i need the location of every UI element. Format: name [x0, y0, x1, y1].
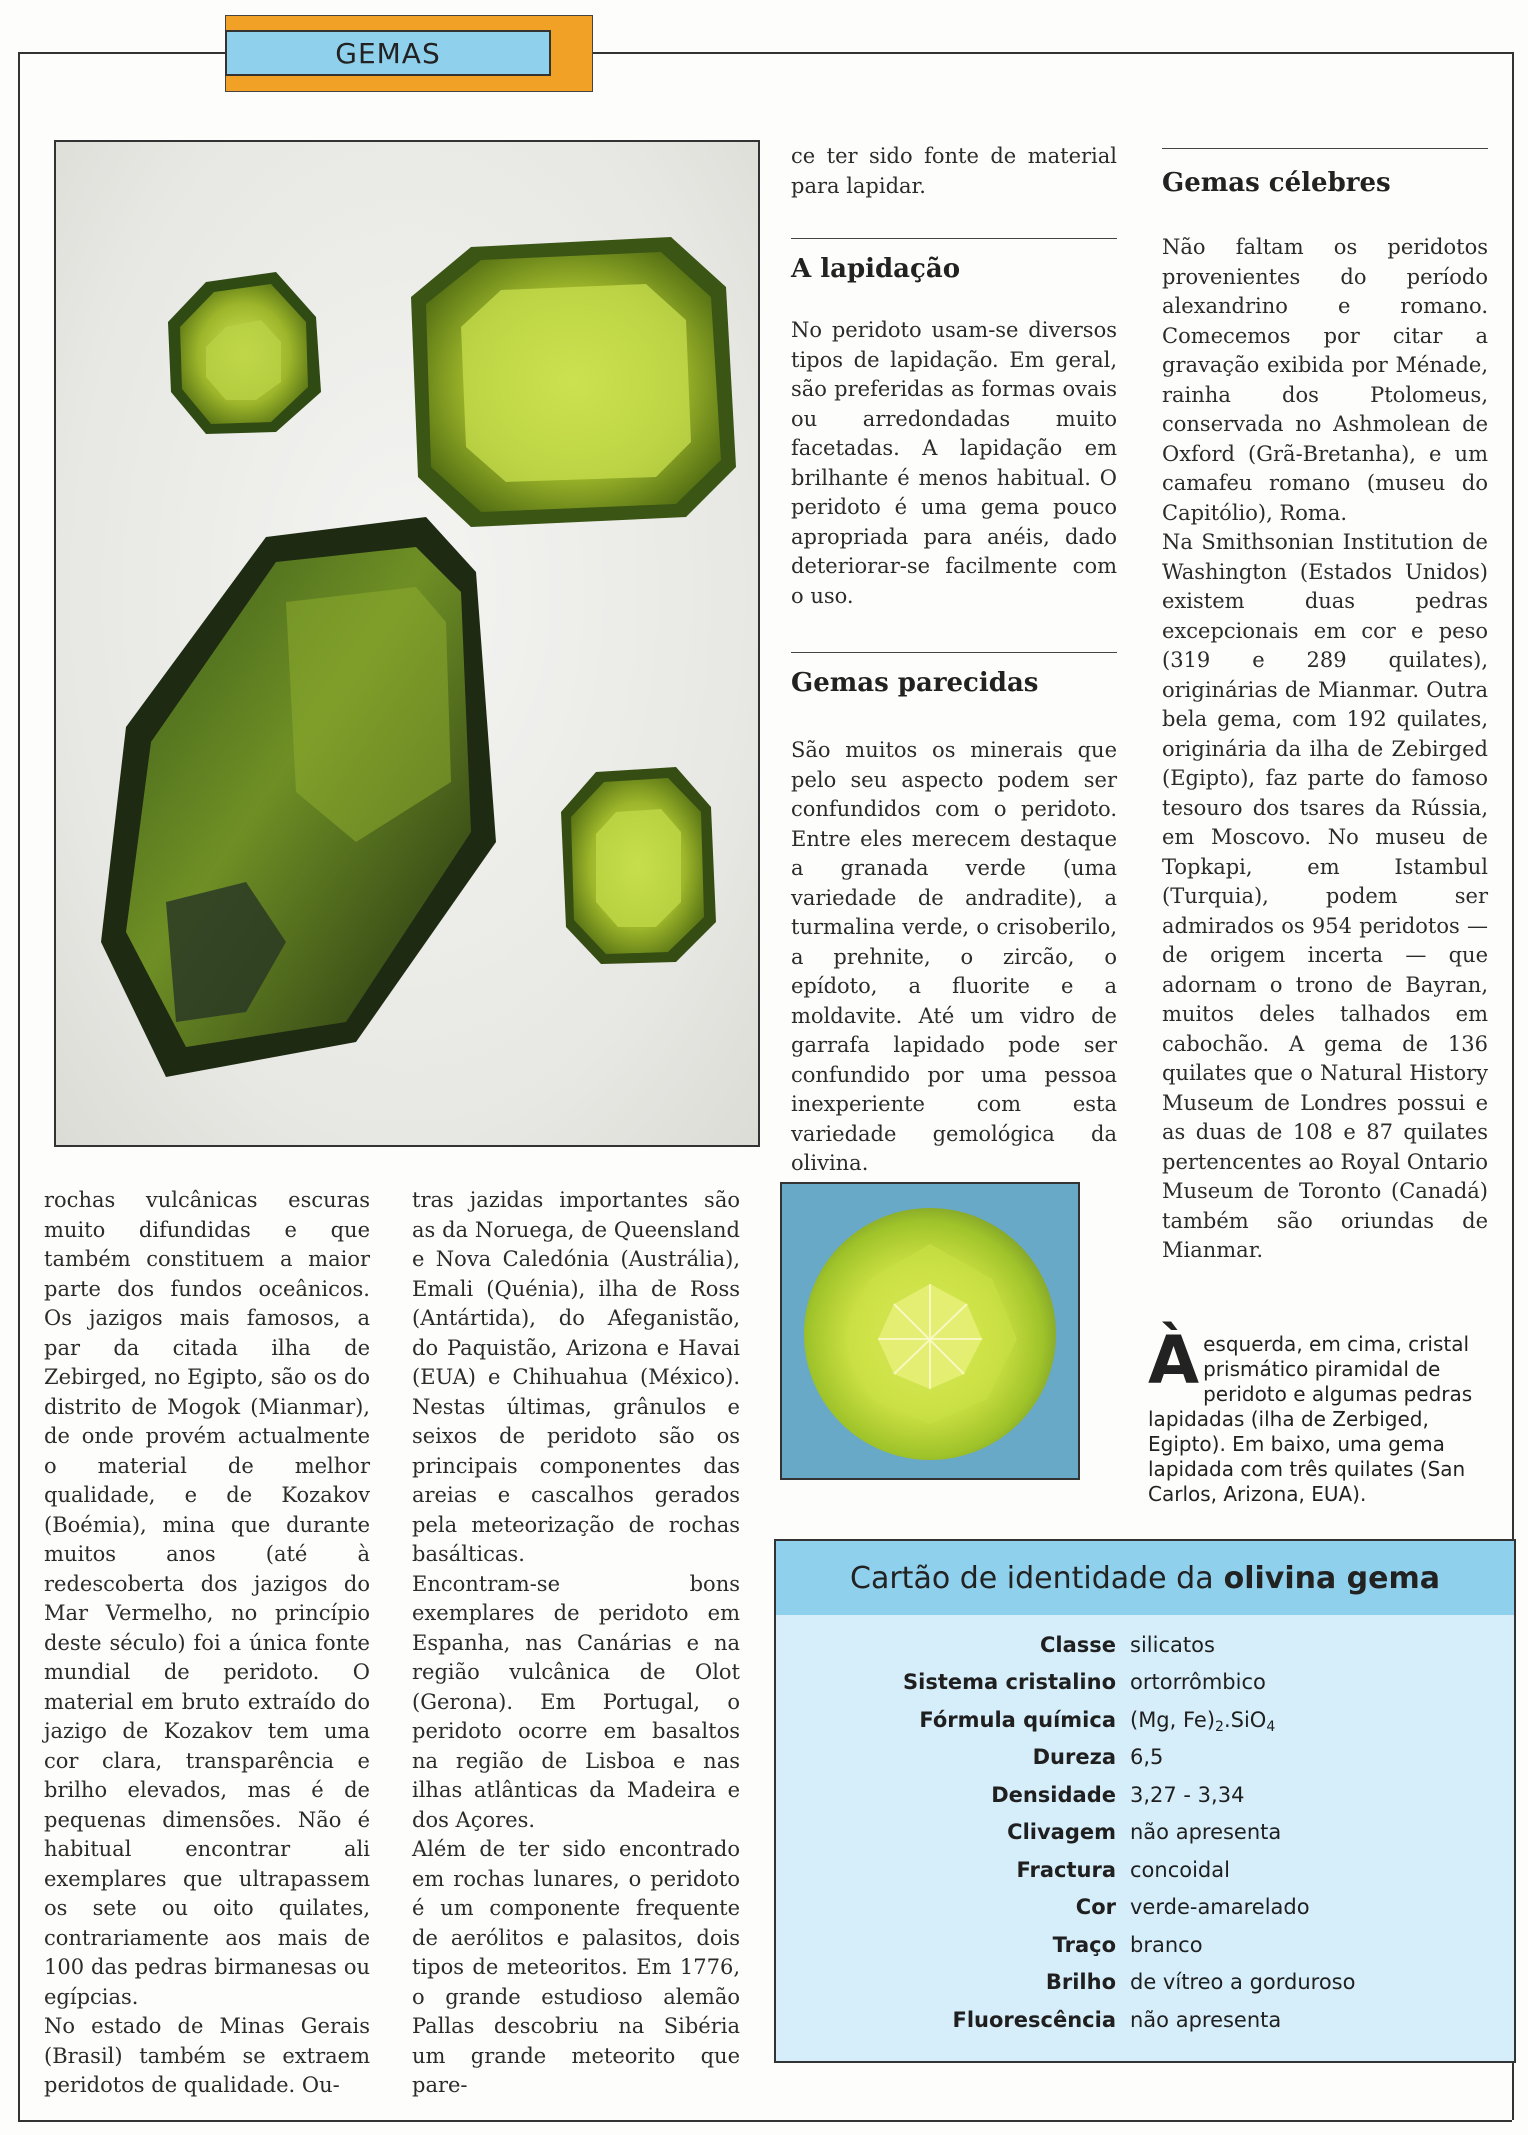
paragraph: São muitos os minerais que pelo seu aspecto podem ser confundidos com o peridoto. Entre eles merecem destaque a granada verde (uma variedade de andradite), a turmalina verde, o crisoberilo, a prehnite, o zircão, o epídoto, a fluorite e a moldavite. Até um vidro de garrafa lapidado pode ser confundido por uma pessoa inexperiente com esta variedade gemológica da olivina. [791, 738, 1117, 1175]
page-frame-left [18, 52, 20, 2120]
paragraph: rochas vulcânicas escuras muito difundidas e que também constituem a maior parte dos fundos oceânicos. Os jazigos mais famosos, a par da citada ilha de Zebirged, no Egipto, são os do distrito de Mogok (Mianmar), de onde provém actualmente o material de melhor qualidade, e de Kozakov (Boémia), mina que durante muitos anos (até à redescoberta dos jazigos do Mar Vermelho, no princípio deste século) foi a única fonte mundial de peridoto. O material em bruto extraído do jazigo de Kozakov tem uma cor clara, transparência e brilho elevados, mas é de pequenas dimensões. Não é habitual encontrar ali exemplares que ultrapassem os sete ou oito quilates, contrariamente aos mais de 100 das pedras birmanesas ou egípcias. [44, 1188, 370, 2009]
prop-label: Sistema cristalino [903, 1670, 1116, 1694]
section-tab [225, 30, 551, 76]
prop-value: 6,5 [1130, 1745, 1164, 1769]
column-c-continuation [791, 142, 1117, 201]
prop-value: 3,27 - 3,34 [1130, 1783, 1245, 1807]
heading-celebres: Gemas célebres [1162, 168, 1391, 198]
prop-row [776, 1670, 1518, 1707]
prop-label: Cor [1075, 1895, 1116, 1919]
prop-label: Densidade [991, 1783, 1116, 1807]
paragraph: Além de ter sido encontrado em rochas lunares, o peridoto é um componente frequente de aerólitos e palasitos, dois tipos de meteoritos. Em 1776, o grande estudioso alemão Pallas descobriu na Sibéria um grande meteorito que pare- [412, 1837, 740, 2097]
prop-row [776, 2008, 1518, 2045]
rule-lapidacao [791, 238, 1117, 239]
section-lapidacao [791, 316, 1117, 611]
section-title: GEMAS [335, 36, 441, 70]
identity-card [774, 1539, 1516, 2063]
paragraph: Na Smithsonian Institution de Washington (Estados Unidos) existem duas pedras excepcionais em cor e peso (319 e 289 quilates), originárias de Mianmar. Outra bela gema, com 192 quilates, originária da ilha de Zebirged (Egipto), faz parte do famoso tesouro dos tsares da Rússia, em Moscovo. No museu de Topkapi, em Istambul (Turquia), podem ser admirados os 954 peridotos — de origem incerta — que adornam o trono de Bayran, muitos deles talhados em cabochão. A gema de 136 quilates que o Natural History Museum de Londres possui e as duas de 108 e 87 quilates pertencentes ao Royal Ontario Museum de Toronto (Canadá) também são oriundas de Mianmar. [1162, 530, 1488, 1262]
prop-row [776, 1745, 1518, 1782]
prop-label: Traço [1052, 1933, 1116, 1957]
paragraph: No peridoto usam-se diversos tipos de lapidação. Em geral, são preferidas as formas ovais ou arredondadas muito facetadas. A lapidação em brilhante é menos habitual. O peridoto é uma gema pouco apropriada para anéis, dado deteriorar-se facilmente com o uso. [791, 318, 1117, 608]
prop-value: branco [1130, 1933, 1203, 1957]
prop-label: Clivagem [1007, 1820, 1116, 1844]
brilliant-cut-gem-icon [804, 1208, 1056, 1460]
rough-crystal-icon [101, 517, 496, 1077]
prop-row [776, 1858, 1518, 1895]
prop-value: de vítreo a gorduroso [1130, 1970, 1356, 1994]
prop-label: Dureza [1032, 1745, 1116, 1769]
formula-part: .SiO [1223, 1708, 1267, 1732]
peridot-crystal-photo [54, 140, 760, 1147]
prop-row [776, 1708, 1518, 1745]
column-a [44, 1186, 370, 2101]
heading-lapidacao: A lapidação [791, 254, 961, 284]
paragraph: Encontram-se bons exemplares de peridoto em Espanha, nas Canárias e na região vulcânica de Olot (Gerona). Em Portugal, o peridoto ocorre em basaltos na região de Lisboa e nas ilhas atlânticas da Madeira e dos Açores. [412, 1571, 740, 1832]
rule-parecidas [791, 652, 1117, 653]
column-b [412, 1186, 740, 2101]
formula-subscript: 2 [1215, 1719, 1224, 1735]
page-frame-bottom [18, 2120, 1512, 2122]
prop-value: silicatos [1130, 1633, 1215, 1657]
prop-row [776, 1633, 1518, 1670]
identity-card-title-bold: olivina gema [1223, 1560, 1440, 1596]
section-parecidas [791, 736, 1117, 1179]
prop-label: Fractura [1016, 1858, 1116, 1882]
prop-value: concoidal [1130, 1858, 1230, 1882]
caption-dropcap: À [1148, 1322, 1200, 1399]
round-gem-photo [780, 1182, 1080, 1480]
prop-value: verde-amarelado [1130, 1895, 1310, 1919]
emerald-cut-gem-icon [561, 767, 716, 964]
section-celebres [1162, 233, 1488, 1266]
prop-value: não apresenta [1130, 1820, 1282, 1844]
prop-label: Fórmula química [919, 1708, 1116, 1732]
square-gem-icon [411, 237, 736, 527]
caption-text: esquerda, em cima, cristal prismático piramidal de peridoto e algumas pedras lapidadas (ilha de Zerbiged, Egipto). Em baixo, uma gema lapidada com três quilates (San Carlos, Arizona, EUA). [1148, 1332, 1473, 1506]
prop-value: não apresenta [1130, 2008, 1282, 2032]
prop-label: Brilho [1045, 1970, 1116, 1994]
identity-card-title [774, 1539, 1516, 1617]
paragraph: ce ter sido fonte de material para lapidar. [791, 144, 1117, 198]
prop-label: Fluorescência [952, 2008, 1116, 2032]
paragraph: Não faltam os peridotos provenientes do período alexandrino e romano. Comecemos por citar a gravação exibida por Ménade, rainha dos Ptolomeus, conservada no Ashmolean de Oxford (Grã-Bretanha), e um camafeu romano (museu do Capitólio), Roma. [1162, 235, 1488, 525]
prop-label: Classe [1039, 1633, 1116, 1657]
small-gem-icon [168, 272, 321, 434]
prop-row [776, 1820, 1518, 1857]
prop-row [776, 1783, 1518, 1820]
formula-part: (Mg, Fe) [1130, 1708, 1216, 1732]
prop-row [776, 1933, 1518, 1970]
identity-card-body [774, 1615, 1516, 2063]
prop-value: ortorrômbico [1130, 1670, 1266, 1694]
rule-celebres [1162, 148, 1488, 149]
paragraph: tras jazidas importantes são as da Noruega, de Queensland e Nova Caledónia (Austrália), Emali (Quénia), ilha de Ross (Antártida), do Afeganistão, do Paquistão, Arizona e Havai (EUA) e Chihuahua (México). Nestas últimas, grânulos e seixos de peridoto são os principais componentes das areias e cascalhos gerados pela meteorização de rochas basálticas. [412, 1188, 740, 1566]
photo-caption [1148, 1322, 1494, 1507]
formula-subscript: 4 [1266, 1719, 1276, 1735]
heading-parecidas: Gemas parecidas [791, 668, 1039, 698]
identity-card-title-prefix: Cartão de identidade da [850, 1560, 1214, 1596]
prop-value-formula [1130, 1708, 1275, 1735]
prop-row [776, 1895, 1518, 1932]
prop-row [776, 1970, 1518, 2007]
paragraph: No estado de Minas Gerais (Brasil) também se extraem peridotos de qualidade. Ou- [44, 2014, 370, 2097]
